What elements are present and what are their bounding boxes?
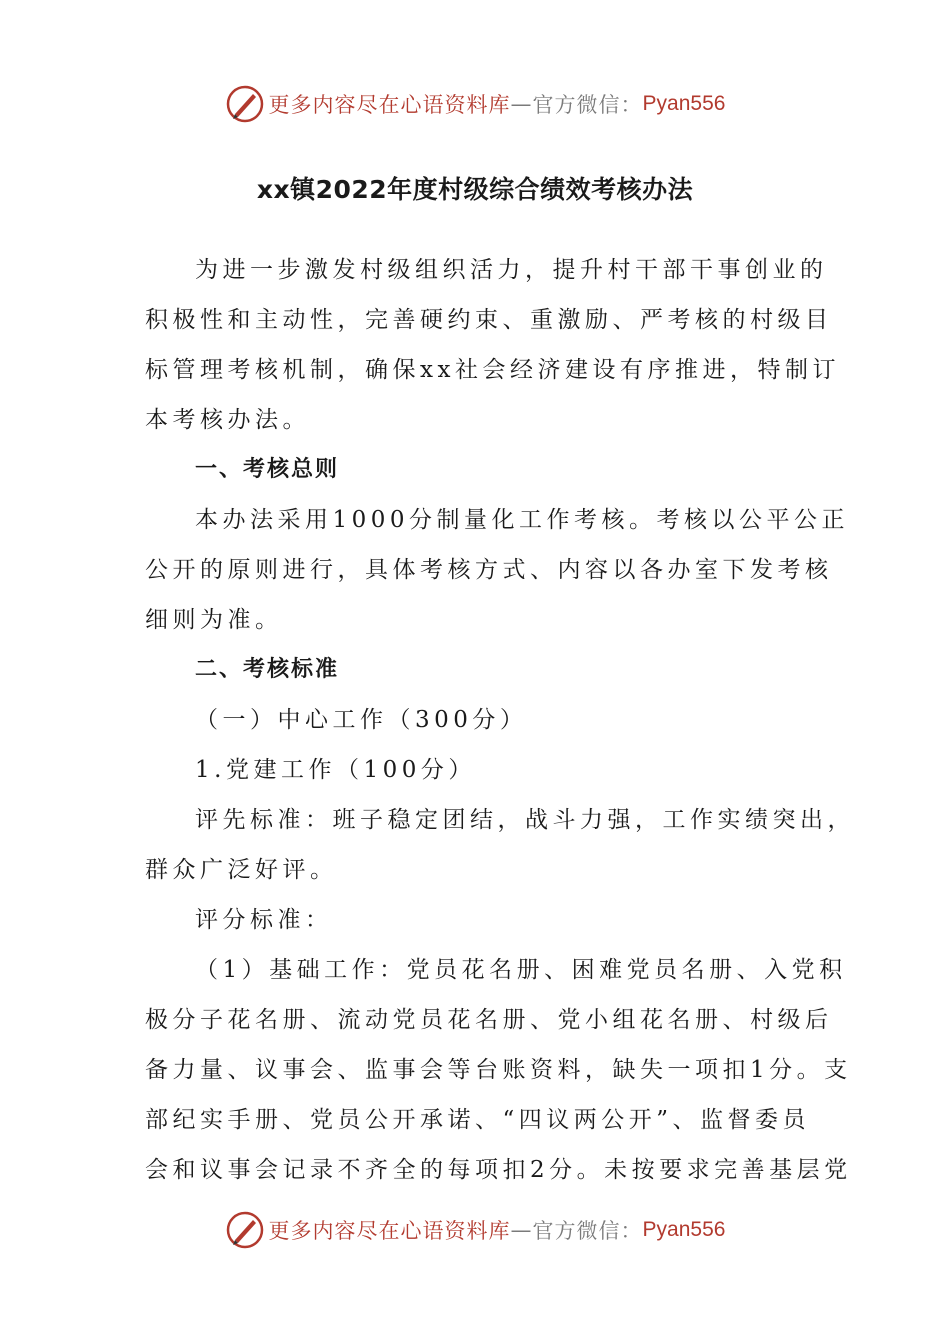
paragraph-line: 会和议事会记录不齐全的每项扣2分。未按要求完善基层党 [145,1157,852,1183]
paragraph-line: 本考核办法。 [145,407,310,433]
paragraph-line: （1）基础工作：党员花名册、困难党员名册、入党积 [195,957,847,983]
paragraph-line: 标管理考核机制，确保xx社会经济建设有序推进，特制订 [145,357,840,383]
banner-official: 官方微信： [532,93,643,117]
banner-brand: 更多内容尽在心语资料库 [268,1219,511,1243]
section-heading: 二、考核标准 [195,657,340,682]
subsection-heading: 1.党建工作（100分） [195,757,476,783]
footer-watermark-banner [0,1208,950,1252]
banner-brand: 更多内容尽在心语资料库 [268,93,511,117]
paragraph-line: 极分子花名册、流动党员花名册、党小组花名册、村级后 [145,1007,833,1033]
paragraph-line: 备力量、议事会、监事会等台账资料，缺失一项扣1分。支 [145,1057,852,1083]
paragraph-line: 部纪实手册、党员公开承诺、“四议两公开”、监督委员 [145,1107,811,1133]
document-body [145,248,855,1198]
paragraph-line: 评分标准： [195,907,333,933]
paragraph-line: 评先标准：班子稳定团结，战斗力强，工作实绩突出， [195,807,855,833]
banner-separator: — [510,1218,533,1242]
pen-logo-icon [225,84,265,124]
paragraph-line: 本办法采用1000分制量化工作考核。考核以公平公正 [195,507,850,533]
document-title: xx镇2022年度村级综合绩效考核办法 [256,175,694,204]
section-heading: 一、考核总则 [195,457,340,482]
paragraph-line: 积极性和主动性，完善硬约束、重激励、严考核的村级目 [145,307,833,333]
subsection-heading: （一）中心工作（300分） [195,707,528,733]
banner-official: 官方微信： [532,1219,643,1243]
paragraph-line: 群众广泛好评。 [145,857,338,883]
banner-wechat-id: Pyan556 [642,92,726,115]
paragraph-line: 细则为准。 [145,607,283,633]
paragraph-line: 公开的原则进行，具体考核方式、内容以各办室下发考核 [145,557,833,583]
banner-wechat-id: Pyan556 [642,1218,726,1241]
header-watermark-banner [0,82,950,126]
pen-logo-icon [225,1210,265,1250]
banner-separator: — [510,92,533,116]
paragraph-line: 为进一步激发村级组织活力，提升村干部干事创业的 [195,257,828,283]
